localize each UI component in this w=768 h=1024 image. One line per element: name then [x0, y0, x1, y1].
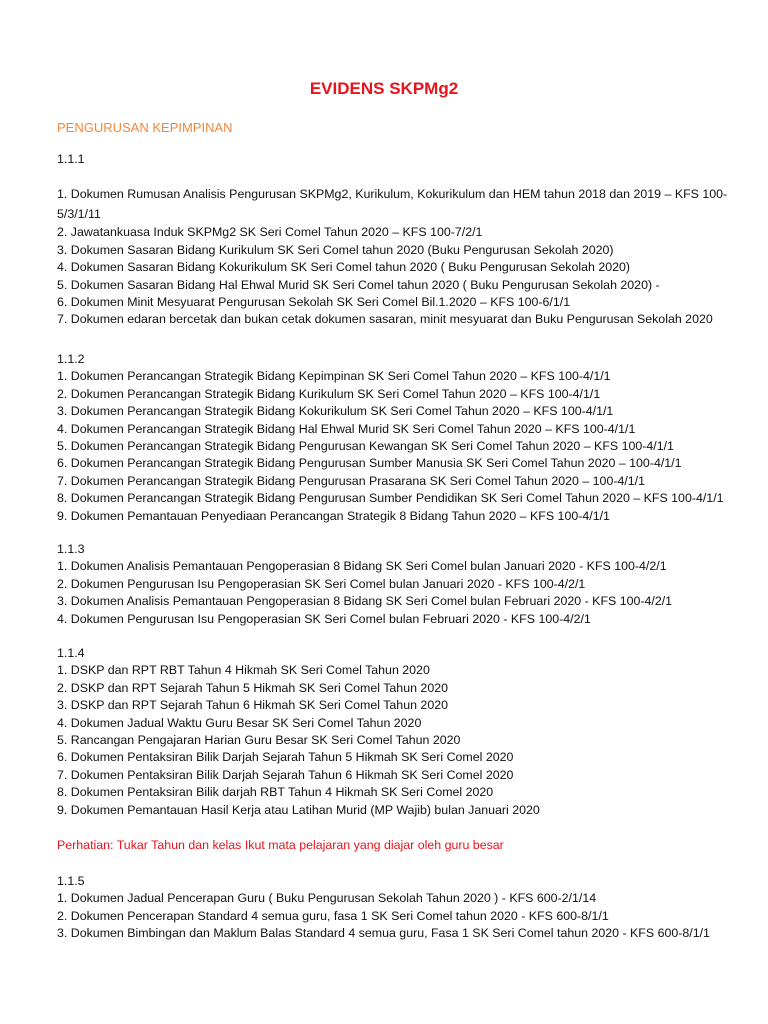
- group-1-1-1: [57, 151, 737, 329]
- list-item: 1. DSKP dan RPT RBT Tahun 4 Hikmah SK Seri Comel Tahun 2020: [57, 663, 430, 678]
- list-item: 3. Dokumen Sasaran Bidang Kurikulum SK Seri Comel tahun 2020 (Buku Pengurusan Sekolah 2020): [57, 242, 614, 257]
- group-1-1-2: [57, 351, 737, 525]
- list-item: 2. DSKP dan RPT Sejarah Tahun 5 Hikmah SK Seri Comel Tahun 2020: [57, 680, 448, 695]
- group-1-1-4: [57, 645, 737, 819]
- list-item: 5. Dokumen Perancangan Strategik Bidang Pengurusan Kewangan SK Seri Comel Tahun 2020 – KFS 100-4/1/1: [57, 439, 674, 454]
- list-item: 1. Dokumen Jadual Pencerapan Guru ( Buku Pengurusan Sekolah Tahun 2020 ) - KFS 600-2/1/14: [57, 891, 597, 906]
- list-item: 4. Dokumen Perancangan Strategik Bidang Hal Ehwal Murid SK Seri Comel Tahun 2020 – KFS 100-4/1/1: [57, 421, 636, 436]
- group-code: 1.1.4: [57, 646, 85, 660]
- list-item: 4. Dokumen Pengurusan Isu Pengoperasian SK Seri Comel bulan Februari 2020 - KFS 100-4/2/1: [57, 611, 591, 626]
- list-item: 7. Dokumen Perancangan Strategik Bidang Pengurusan Prasarana SK Seri Comel Tahun 2020 – 100-4/1/1: [57, 473, 646, 488]
- note-text: Perhatian: Tukar Tahun dan kelas Ikut mata pelajaran yang diajar oleh guru besar: [57, 838, 504, 852]
- list-item: 2. Dokumen Pencerapan Standard 4 semua guru, fasa 1 SK Seri Comel tahun 2020 - KFS 600-8/1/1: [57, 908, 609, 923]
- list-item: 1. Dokumen Rumusan Analisis Pengurusan SKPMg2, Kurikulum, Kokurikulum dan HEM tahun 2018 dan 2019 – KFS 100-5/3/1/11: [57, 187, 728, 222]
- group-code: 1.1.3: [57, 542, 85, 556]
- list-item: 3. Dokumen Bimbingan dan Maklum Balas Standard 4 semua guru, Fasa 1 SK Seri Comel tahun 2020 - KFS 600-8/1/1: [57, 926, 710, 941]
- section-heading: PENGURUSAN KEPIMPINAN: [57, 120, 233, 135]
- list-item: 5. Rancangan Pengajaran Harian Guru Besar SK Seri Comel Tahun 2020: [57, 733, 461, 748]
- list-item: 6. Dokumen Perancangan Strategik Bidang Pengurusan Sumber Manusia SK Seri Comel Tahun 2020 – 100-4/1/1: [57, 456, 682, 471]
- list-item: 3. Dokumen Perancangan Strategik Bidang Kokurikulum SK Seri Comel Tahun 2020 – KFS 100-4/1/1: [57, 404, 614, 419]
- list-item: 7. Dokumen edaran bercetak dan bukan cetak dokumen sasaran, minit mesyuarat dan Buku Pengurusan Sekolah 2020: [57, 312, 713, 327]
- list-item: 4. Dokumen Jadual Waktu Guru Besar SK Seri Comel Tahun 2020: [57, 715, 422, 730]
- list-item: 8. Dokumen Pentaksiran Bilik darjah RBT Tahun 4 Hikmah SK Seri Comel 2020: [57, 785, 494, 800]
- group-code: 1.1.2: [57, 352, 85, 366]
- list-item: 1. Dokumen Analisis Pemantauan Pengoperasian 8 Bidang SK Seri Comel bulan Januari 2020 - KFS 100-4/2/1: [57, 559, 667, 574]
- list-item: 6. Dokumen Pentaksiran Bilik Darjah Sejarah Tahun 5 Hikmah SK Seri Comel 2020: [57, 750, 514, 765]
- list-item: 2. Jawatankuasa Induk SKPMg2 SK Seri Comel Tahun 2020 – KFS 100-7/2/1: [57, 225, 483, 240]
- spacer: [57, 168, 737, 184]
- list-item: 3. DSKP dan RPT Sejarah Tahun 6 Hikmah SK Seri Comel Tahun 2020: [57, 698, 448, 713]
- group-code: 1.1.5: [57, 874, 85, 888]
- group-1-1-5: [57, 873, 737, 943]
- list-item: 2. Dokumen Perancangan Strategik Bidang Kurikulum SK Seri Comel Tahun 2020 – KFS 100-4/1/1: [57, 386, 601, 401]
- list-item: 9. Dokumen Pemantauan Penyediaan Perancangan Strategik 8 Bidang Tahun 2020 – KFS 100-4/1/1: [57, 508, 610, 523]
- list-item: 2. Dokumen Pengurusan Isu Pengoperasian SK Seri Comel bulan Januari 2020 - KFS 100-4/2/1: [57, 576, 586, 591]
- list-item: 4. Dokumen Sasaran Bidang Kokurikulum SK Seri Comel tahun 2020 ( Buku Pengurusan Sekolah 2020): [57, 260, 631, 275]
- list-item: 3. Dokumen Analisis Pemantauan Pengoperasian 8 Bidang SK Seri Comel bulan Februari 2020 - KFS 100-4/2/1: [57, 594, 673, 609]
- list-item: 8. Dokumen Perancangan Strategik Bidang Pengurusan Sumber Pendidikan SK Seri Comel Tahun 2020 – KFS 100-4/1/1: [57, 491, 724, 506]
- list-item: 6. Dokumen Minit Mesyuarat Pengurusan Sekolah SK Seri Comel Bil.1.2020 – KFS 100-6/1/1: [57, 295, 571, 310]
- list-item: 1. Dokumen Perancangan Strategik Bidang Kepimpinan SK Seri Comel Tahun 2020 – KFS 100-4/1/1: [57, 369, 611, 384]
- list-item: 9. Dokumen Pemantauan Hasil Kerja atau Latihan Murid (MP Wajib) bulan Januari 2020: [57, 802, 540, 817]
- document-title: EVIDENS SKPMg2: [309, 79, 459, 98]
- group-1-1-3: [57, 541, 737, 628]
- group-code: 1.1.1: [57, 152, 85, 166]
- list-item: 5. Dokumen Sasaran Bidang Hal Ehwal Murid SK Seri Comel tahun 2020 ( Buku Pengurusan Sekolah 2020) -: [57, 277, 660, 292]
- list-item: 7. Dokumen Pentaksiran Bilik Darjah Sejarah Tahun 6 Hikmah SK Seri Comel 2020: [57, 767, 514, 782]
